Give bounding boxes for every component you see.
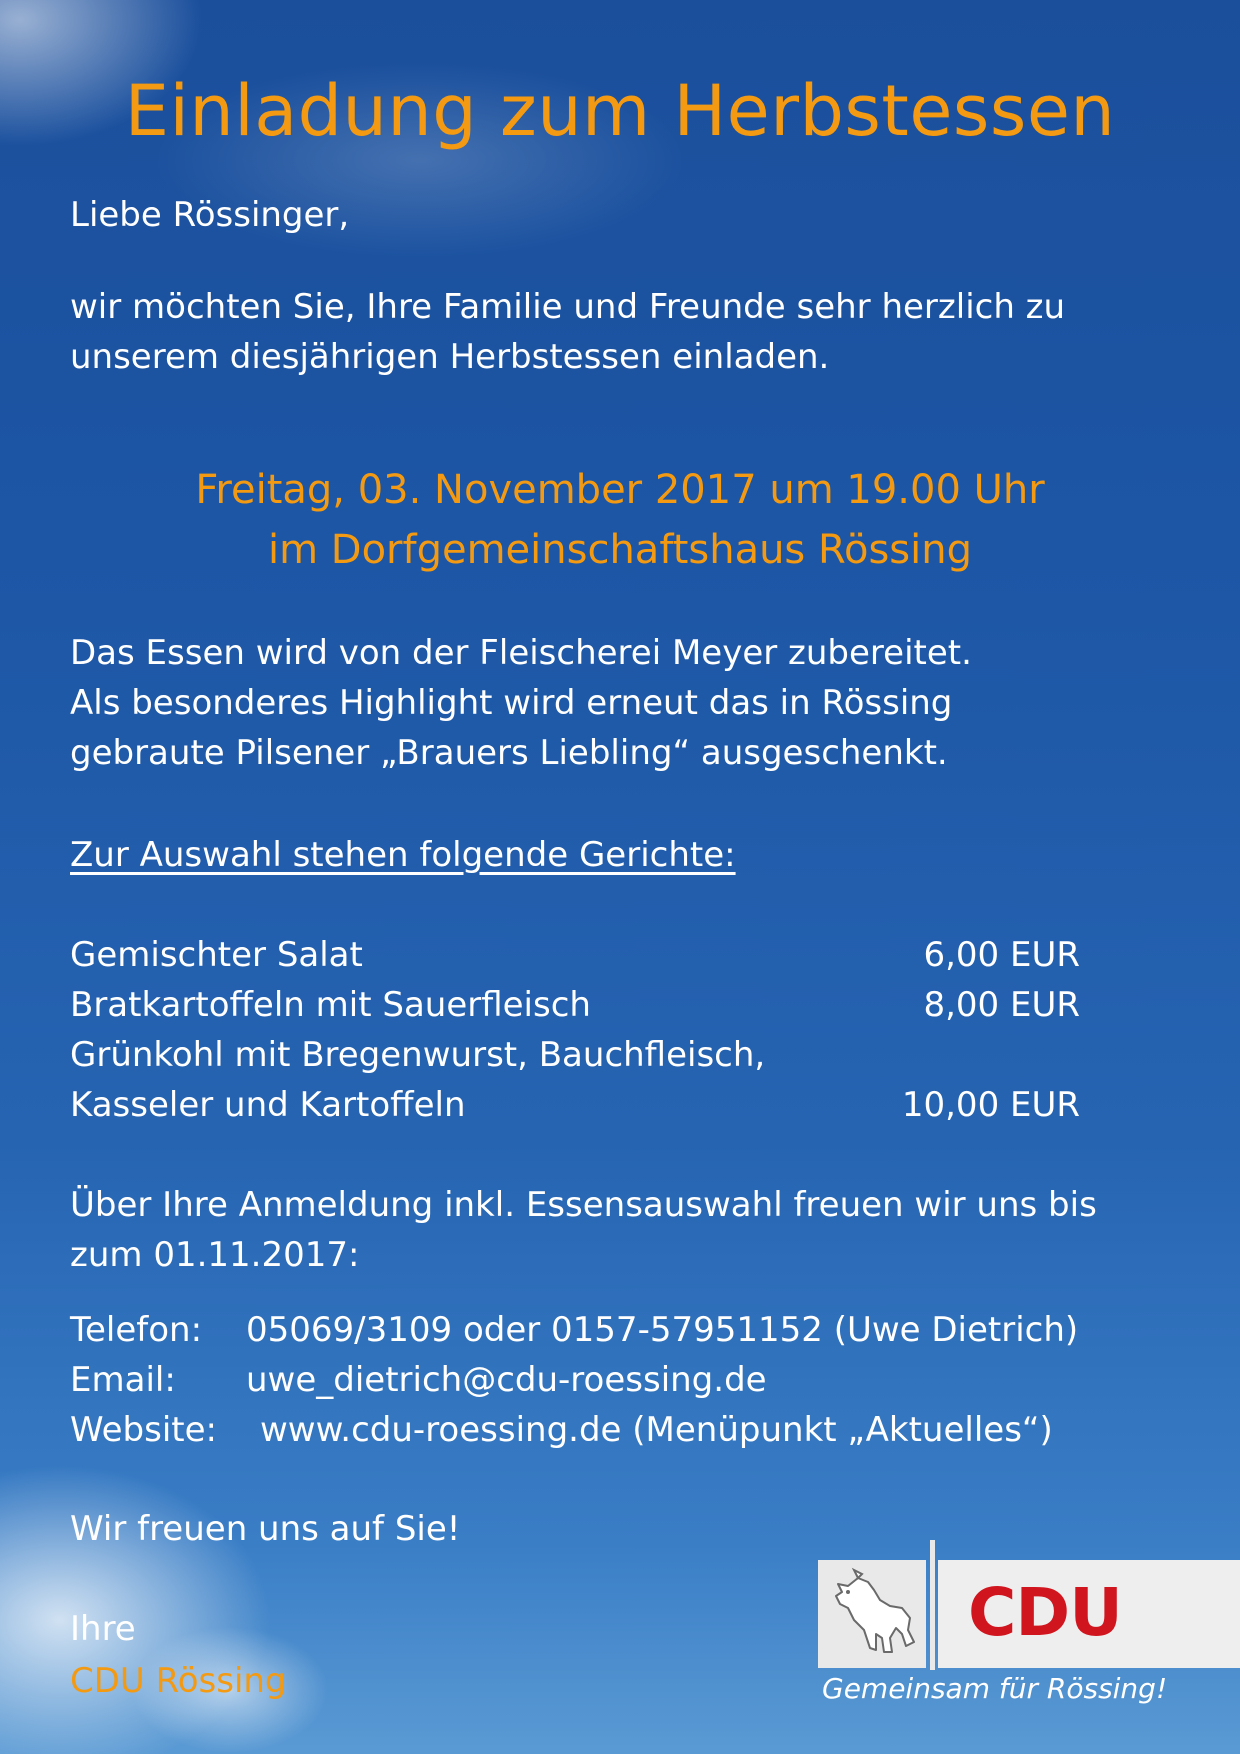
page-title: Einladung zum Herbstessen [124, 70, 1116, 152]
logo-divider [930, 1540, 935, 1670]
cdu-wordmark [938, 1560, 1240, 1668]
signature-line-1: Ihre [70, 1609, 136, 1649]
event-date: Freitag, 03. November 2017 um 19.00 Uhr [195, 467, 1045, 513]
registration-line-1: Über Ihre Anmeldung inkl. Essensauswahl freuen wir uns bis [70, 1185, 1097, 1225]
closing-text: Wir freuen uns auf Sie! [70, 1509, 461, 1549]
email-label: Email: [70, 1360, 176, 1400]
website-link[interactable]: www.cdu-roessing.de (Menüpunkt „Aktuelles“) [260, 1410, 1053, 1450]
greeting: Liebe Rössinger, [70, 195, 350, 235]
signature-line-2: CDU Rössing [70, 1661, 287, 1701]
niedersachsen-horse-icon [818, 1560, 926, 1668]
event-location: im Dorfgemeinschaftshaus Rössing [267, 527, 972, 573]
cdu-logo [818, 1560, 1240, 1672]
food-info-line-1: Das Essen wird von der Fleischerei Meyer zubereitet. [70, 633, 972, 673]
menu-item-name: Gemischter Salat [70, 935, 363, 975]
menu-item-name: Kasseler und Kartoffeln [70, 1085, 466, 1125]
registration-line-2: zum 01.11.2017: [70, 1235, 360, 1275]
menu-item-price: 6,00 EUR [923, 935, 1080, 975]
menu-item-name: Grünkohl mit Bregenwurst, Bauchfleisch, [70, 1035, 766, 1075]
cdu-slogan: Gemeinsam für Rössing! [822, 1672, 1168, 1705]
food-info-line-2: Als besonderes Highlight wird erneut das in Rössing [70, 683, 953, 723]
menu-heading: Zur Auswahl stehen folgende Gerichte: [70, 835, 736, 875]
menu-item-price: 8,00 EUR [923, 985, 1080, 1025]
intro-line-1: wir möchten Sie, Ihre Familie und Freunde sehr herzlich zu [70, 287, 1066, 327]
phone-label: Telefon: [70, 1310, 203, 1350]
email-link[interactable]: uwe_dietrich@cdu-roessing.de [246, 1360, 767, 1400]
website-label: Website: [70, 1410, 217, 1450]
intro-line-2: unserem diesjährigen Herbstessen einladen. [70, 337, 830, 377]
food-info-line-3: gebraute Pilsener „Brauers Liebling“ ausgeschenkt. [70, 733, 948, 773]
menu-item-name: Bratkartoffeln mit Sauerfleisch [70, 985, 591, 1025]
menu-item-price: 10,00 EUR [901, 1085, 1080, 1125]
phone-value[interactable]: 05069/3109 oder 0157-57951152 (Uwe Dietrich) [246, 1310, 1079, 1350]
cdu-brand-text: CDU [968, 1574, 1122, 1651]
